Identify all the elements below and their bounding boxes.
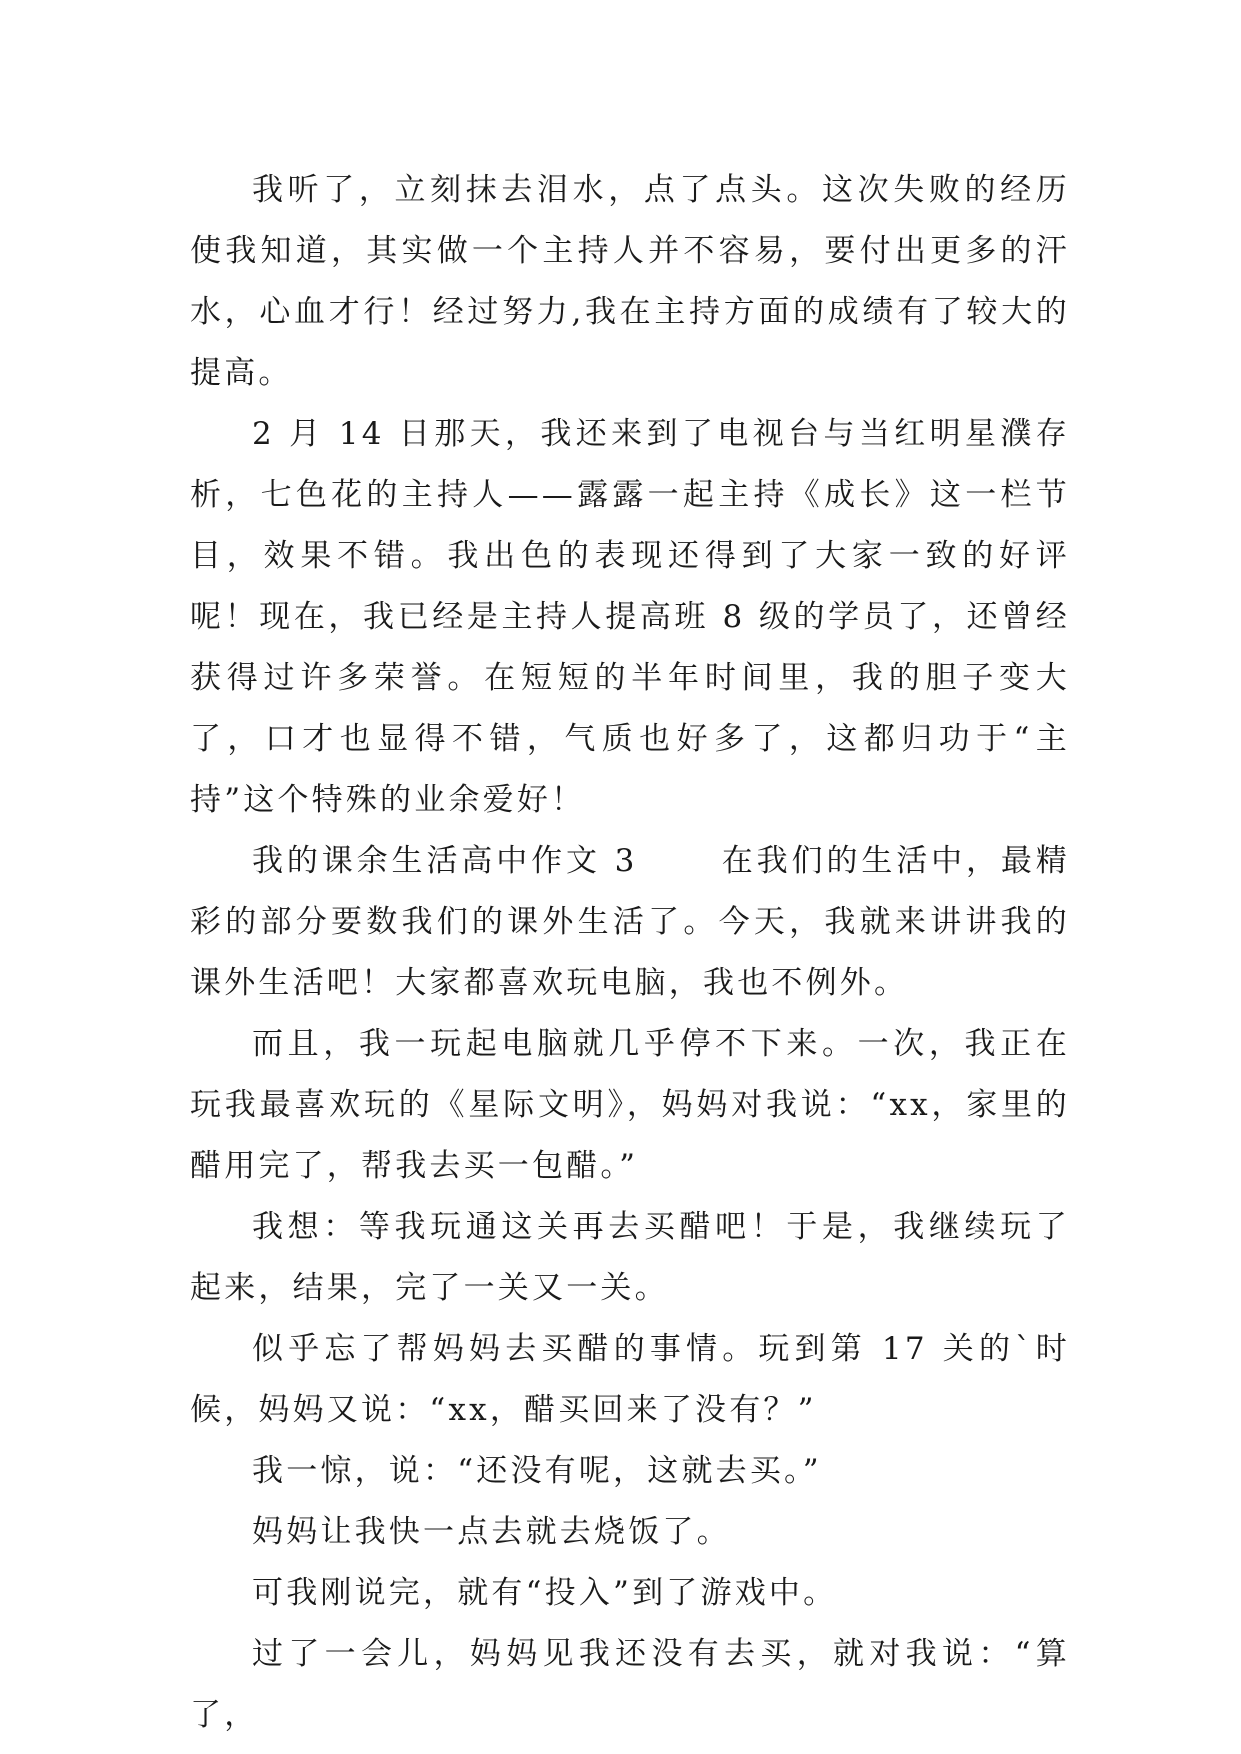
paragraph: 而且，我一玩起电脑就几乎停不下来。一次，我正在玩我最喜欢玩的《星际文明》，妈妈对我说：“xx，家里的醋用完了，帮我去买一包醋。”: [190, 1026, 1070, 1184]
paragraph: 似乎忘了帮妈妈去买醋的事情。玩到第 17 关的`时候，妈妈又说：“xx，醋买回来了没有？”: [190, 1331, 1070, 1428]
paragraph: 我的课余生活高中作文 3 在我们的生活中，最精彩的部分要数我们的课外生活了。今天，我就来讲讲我的课外生活吧！大家都喜欢玩电脑，我也不例外。: [190, 843, 1070, 1001]
paragraph: 我一惊，说：“还没有呢，这就去买。”: [252, 1453, 822, 1489]
document-body: [190, 160, 1070, 1746]
paragraph: 妈妈让我快一点去就去烧饭了。: [252, 1514, 731, 1550]
paragraph: 我听了，立刻抹去泪水，点了点头。这次失败的经历使我知道，其实做一个主持人并不容易，要付出更多的汗水，心血才行！经过努力,我在主持方面的成绩有了较大的提高。: [190, 172, 1070, 391]
paragraph: 2 月 14 日那天，我还来到了电视台与当红明星濮存析，七色花的主持人——露露一起主持《成长》这一栏节目，效果不错。我出色的表现还得到了大家一致的好评呢！现在，我已经是主持人提高班 8 级的学员了，还曾经获得过许多荣誉。在短短的半年时间里，我的胆子变大了，口才也显得不错，气质也好多了，这都归功于“主持”这个特殊的业余爱好！: [190, 416, 1070, 818]
paragraph: 可我刚说完，就有“投入”到了游戏中。: [252, 1575, 838, 1611]
paragraph: 我想：等我玩通这关再去买醋吧！于是，我继续玩了起来，结果，完了一关又一关。: [190, 1209, 1070, 1306]
paragraph: 过了一会儿，妈妈见我还没有去买，就对我说：“算了，: [190, 1636, 1070, 1733]
